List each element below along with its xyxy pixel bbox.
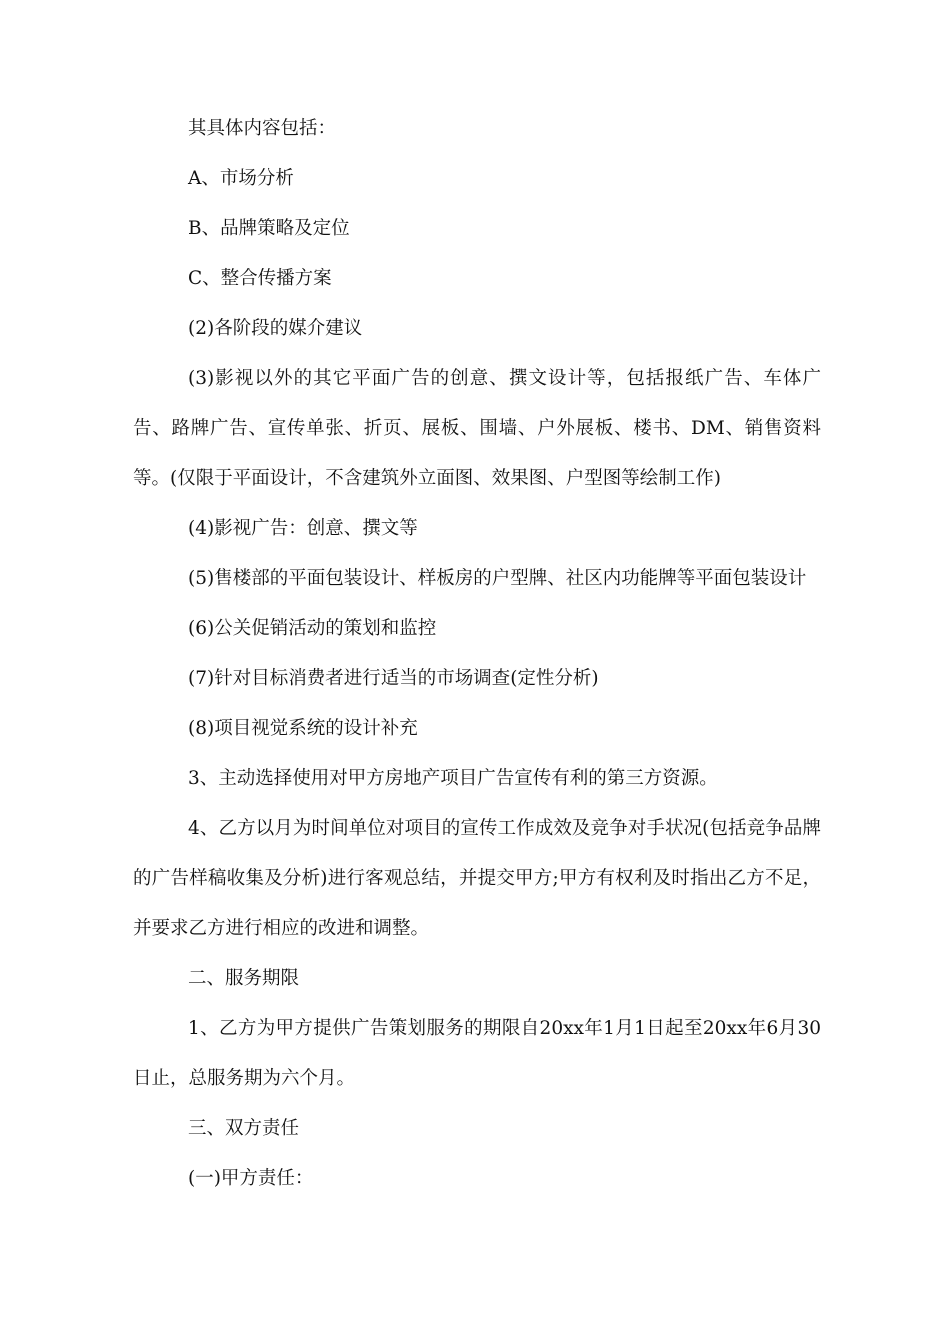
paragraph: (3)影视以外的其它平面广告的创意、撰文设计等，包括报纸广告、车体广告、路牌广告、宣传单张、折页、展板、围墙、户外展板、楼书、DM、销售资料等。(仅限于平面设计，不含建筑外立面图、效果图、户型图等绘制工作) [133, 368, 821, 489]
paragraph: (一)甲方责任： [188, 1168, 314, 1189]
paragraph: (5)售楼部的平面包装设计、样板房的户型牌、社区内功能牌等平面包装设计 [188, 568, 807, 589]
document-body [133, 104, 821, 1204]
paragraph: (7)针对目标消费者进行适当的市场调查(定性分析) [188, 668, 599, 689]
paragraph: 3、主动选择使用对甲方房地产项目广告宣传有利的第三方资源。 [188, 768, 718, 789]
paragraph: 1、乙方为甲方提供广告策划服务的期限自20xx年1月1日起至20xx年6月30日止，总服务期为六个月。 [133, 1018, 821, 1089]
paragraph: 4、乙方以月为时间单位对项目的宣传工作成效及竞争对手状况(包括竞争品牌的广告样稿收集及分析)进行客观总结，并提交甲方;甲方有权利及时指出乙方不足，并要求乙方进行相应的改进和调整。 [133, 818, 821, 939]
paragraph: C、整合传播方案 [188, 268, 332, 289]
paragraph: B、品牌策略及定位 [188, 218, 350, 239]
paragraph: (2)各阶段的媒介建议 [188, 318, 363, 339]
paragraph: (8)项目视觉系统的设计补充 [188, 718, 418, 739]
paragraph: (4)影视广告：创意、撰文等 [188, 518, 418, 539]
section-heading: 三、双方责任 [188, 1118, 300, 1139]
section-heading: 二、服务期限 [188, 968, 300, 989]
paragraph: A、市场分析 [188, 168, 294, 189]
paragraph: 其具体内容包括： [188, 118, 337, 139]
paragraph: (6)公关促销活动的策划和监控 [188, 618, 437, 639]
